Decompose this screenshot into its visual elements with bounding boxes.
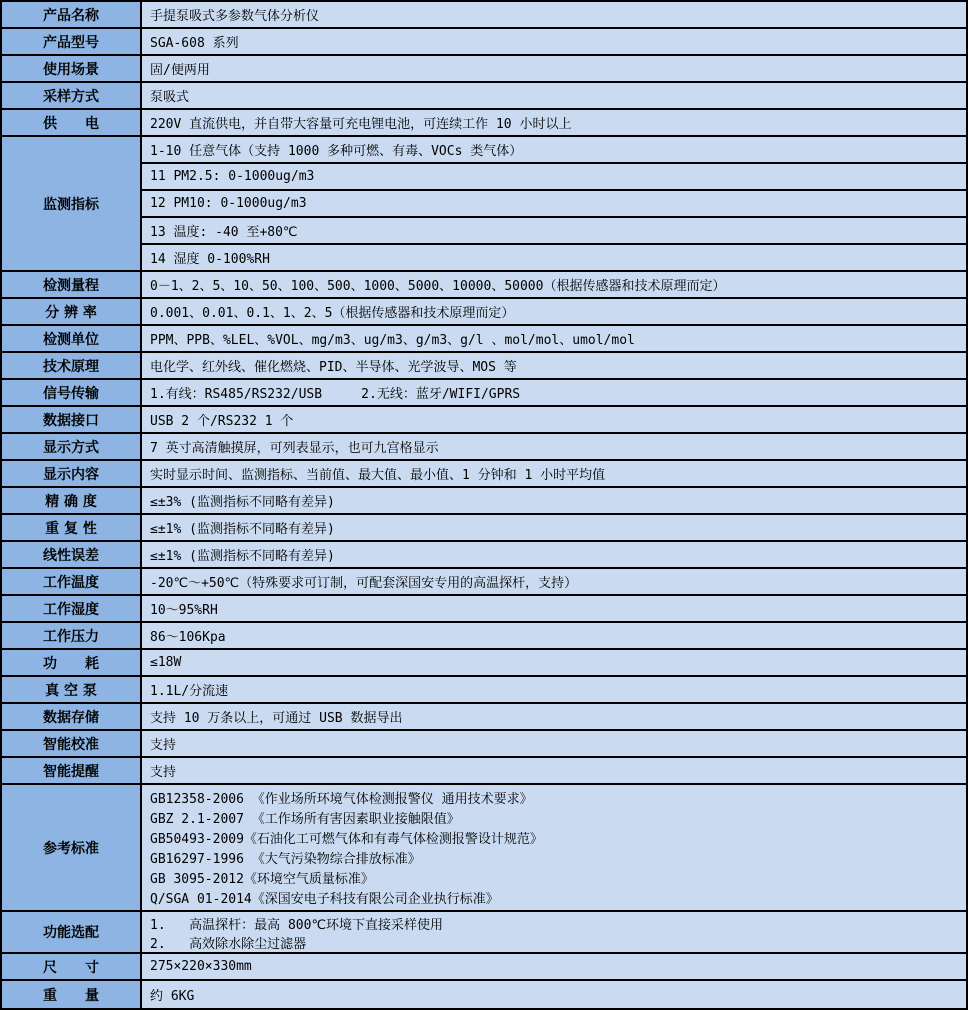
- spec-value: ≤±3% (监测指标不同略有差异): [142, 488, 966, 513]
- spec-label: 真 空 泵: [2, 677, 142, 702]
- monitoring-indicator-item: 13 温度: -40 至+80℃: [142, 218, 966, 245]
- monitoring-indicator-item: 1-10 任意气体（支持 1000 多种可燃、有毒、VOCs 类气体）: [142, 137, 966, 164]
- spec-label: 工作湿度: [2, 596, 142, 621]
- reference-standard-list: [142, 785, 966, 910]
- row-repeatability: [2, 515, 966, 542]
- row-signal-transmission: [2, 380, 966, 407]
- spec-label: 数据接口: [2, 407, 142, 432]
- optional-feature-list: [142, 912, 966, 952]
- row-display-content: [2, 461, 966, 488]
- monitoring-indicator-item: 12 PM10: 0-1000ug/m3: [142, 191, 966, 218]
- reference-standard-item: GB 3095-2012《环境空气质量标准》: [150, 872, 374, 888]
- spec-label: 使用场景: [2, 56, 142, 81]
- spec-value: SGA-608 系列: [142, 29, 966, 54]
- spec-value: 支持: [142, 731, 966, 756]
- row-smart-reminder: [2, 758, 966, 785]
- monitoring-indicator-item: 14 湿度 0-100%RH: [150, 252, 270, 267]
- row-usage-scenario: [2, 56, 966, 83]
- spec-label: 采样方式: [2, 83, 142, 108]
- row-optional-features: [2, 912, 966, 954]
- row-sampling-method: [2, 83, 966, 110]
- spec-label: 尺 寸: [2, 954, 142, 979]
- spec-value: 0.001、0.01、0.1、1、2、5（根据传感器和技术原理而定）: [142, 299, 966, 324]
- optional-feature-item: 1. 高温探杆：最高 800℃环境下直接采样使用: [150, 918, 444, 933]
- spec-label: 工作温度: [2, 569, 142, 594]
- spec-value: 86～106Kpa: [142, 623, 966, 648]
- spec-label: 参考标准: [2, 785, 142, 910]
- row-display-mode: [2, 434, 966, 461]
- row-resolution: [2, 299, 966, 326]
- spec-value: 泵吸式: [142, 83, 966, 108]
- row-working-pressure: [2, 623, 966, 650]
- spec-value: 支持 10 万条以上，可通过 USB 数据导出: [142, 704, 966, 729]
- spec-value: 0－1、2、5、10、50、100、500、1000、5000、10000、50000（根据传感器和技术原理而定）: [142, 272, 966, 297]
- row-smart-calibration: [2, 731, 966, 758]
- spec-label: 技术原理: [2, 353, 142, 378]
- row-detection-range: [2, 272, 966, 299]
- row-dimensions: [2, 954, 966, 981]
- spec-value: 固/便两用: [142, 56, 966, 81]
- spec-label: 检测单位: [2, 326, 142, 351]
- spec-value: 10～95%RH: [142, 596, 966, 621]
- spec-value: 手提泵吸式多参数气体分析仪: [142, 2, 966, 27]
- reference-standard-item: GB50493-2009《石油化工可燃气体和有毒气体检测报警设计规范》: [150, 831, 543, 847]
- spec-label: 精 确 度: [2, 488, 142, 513]
- spec-value: 电化学、红外线、催化燃烧、PID、半导体、光学波导、MOS 等: [142, 353, 966, 378]
- optional-feature-item: 2. 高效除水除尘过滤器: [150, 937, 307, 952]
- spec-value: 支持: [142, 758, 966, 783]
- spec-label: 工作压力: [2, 623, 142, 648]
- row-data-interface: [2, 407, 966, 434]
- row-monitoring-indicators: [2, 137, 966, 272]
- row-working-humidity: [2, 596, 966, 623]
- spec-value: PPM、PPB、%LEL、%VOL、mg/m3、ug/m3、g/m3、g/l 、mol/mol、umol/mol: [142, 326, 966, 351]
- spec-label: 智能校准: [2, 731, 142, 756]
- spec-value: -20℃～+50℃（特殊要求可订制，可配套深国安专用的高温探杆，支持）: [142, 569, 966, 594]
- spec-label: 检测量程: [2, 272, 142, 297]
- spec-value: 1.有线：RS485/RS232/USB 2.无线：蓝牙/WIFI/GPRS: [142, 380, 966, 405]
- spec-value: 7 英寸高清触摸屏，可列表显示，也可九宫格显示: [142, 434, 966, 459]
- spec-label: 产品型号: [2, 29, 142, 54]
- row-detection-unit: [2, 326, 966, 353]
- spec-label: 功能选配: [2, 912, 142, 952]
- reference-standard-item: GB16297-1996 《大气污染物综合排放标准》: [150, 852, 421, 868]
- row-weight: [2, 981, 966, 1008]
- row-reference-standards: [2, 785, 966, 912]
- spec-label: 信号传输: [2, 380, 142, 405]
- monitoring-indicator-list: [142, 137, 966, 270]
- spec-label: 重 复 性: [2, 515, 142, 540]
- spec-label: 智能提醒: [2, 758, 142, 783]
- spec-value: 约 6KG: [142, 981, 966, 1008]
- spec-value: 275×220×330mm: [142, 954, 966, 979]
- reference-standard-item: Q/SGA 01-2014《深国安电子科技有限公司企业执行标准》: [150, 892, 499, 908]
- spec-value: 1.1L/分流速: [142, 677, 966, 702]
- spec-label: 分 辨 率: [2, 299, 142, 324]
- spec-label: 显示内容: [2, 461, 142, 486]
- spec-label: 数据存储: [2, 704, 142, 729]
- row-power-consumption: [2, 650, 966, 677]
- spec-value: 220V 直流供电，并自带大容量可充电锂电池，可连续工作 10 小时以上: [142, 110, 966, 135]
- spec-label: 监测指标: [2, 137, 142, 270]
- spec-value: USB 2 个/RS232 1 个: [142, 407, 966, 432]
- row-product-name: [2, 2, 966, 29]
- row-vacuum-pump: [2, 677, 966, 704]
- spec-value: 实时显示时间、监测指标、当前值、最大值、最小值、1 分钟和 1 小时平均值: [142, 461, 966, 486]
- row-data-storage: [2, 704, 966, 731]
- row-power-supply: [2, 110, 966, 137]
- row-product-model: [2, 29, 966, 56]
- spec-value: ≤18W: [142, 650, 966, 675]
- reference-standard-item: GB12358-2006 《作业场所环境气体检测报警仪 通用技术要求》: [150, 791, 533, 807]
- reference-standard-item: GBZ 2.1-2007 《工作场所有害因素职业接触限值》: [150, 811, 460, 827]
- spec-label: 功 耗: [2, 650, 142, 675]
- monitoring-indicator-item: 11 PM2.5: 0-1000ug/m3: [142, 164, 966, 191]
- spec-value: ≤±1% (监测指标不同略有差异): [142, 542, 966, 567]
- row-working-temperature: [2, 569, 966, 596]
- row-accuracy: [2, 488, 966, 515]
- spec-label: 显示方式: [2, 434, 142, 459]
- row-linearity-error: [2, 542, 966, 569]
- spec-value: ≤±1% (监测指标不同略有差异): [142, 515, 966, 540]
- row-technical-principle: [2, 353, 966, 380]
- spec-label: 线性误差: [2, 542, 142, 567]
- spec-label: 产品名称: [2, 2, 142, 27]
- spec-label: 供 电: [2, 110, 142, 135]
- spec-label: 重 量: [2, 981, 142, 1008]
